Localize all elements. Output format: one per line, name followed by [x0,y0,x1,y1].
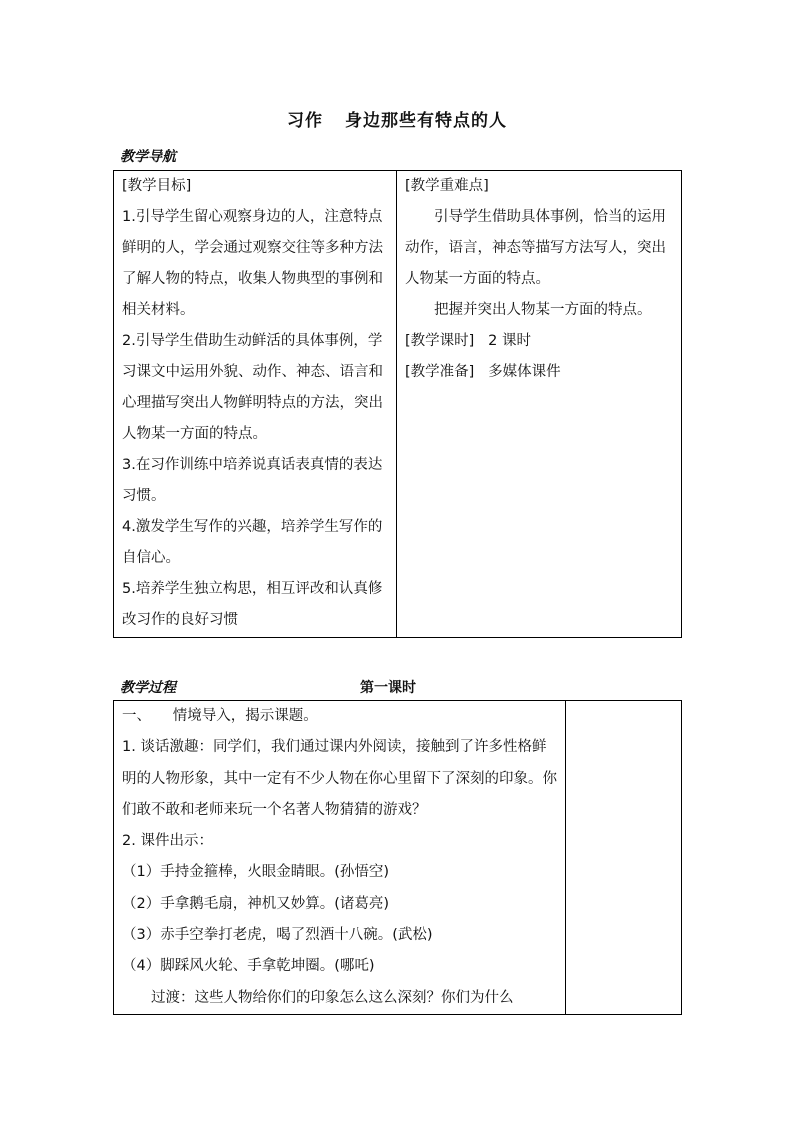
objective-item: 2.引导学生借助生动鲜活的具体事例，学习课文中运用外貌、动作、神态、语言和心理描写突出人物鲜明特点的方法，突出人物某一方面的特点。 [122,333,383,442]
teaching-nav-table [113,170,682,638]
key-points-focus: 把握并突出人物某一方面的特点。 [434,302,652,318]
nav-label: 教学导航 [120,149,176,165]
objective-item: 5.培养学生独立构思，相互评改和认真修改习作的良好习惯 [122,581,383,628]
title-part-1: 习作 [287,111,323,131]
transition-text: 过渡：这些人物给你们的印象怎么这么深刻？你们为什么 [151,989,514,1006]
objective-item: 1.引导学生留心观察身边的人，注意特点鲜明的人，学会通过观察交往等多种方法了解人物的特点，收集人物典型的事例和相关材料。 [122,209,383,318]
preparation-value: 多媒体课件 [488,364,561,380]
objective-item: 3.在习作训练中培养说真话表真情的表达习惯。 [122,457,383,504]
process-label: 教学过程 [120,680,176,696]
riddle-item: （4）脚踩风火轮、手拿乾坤圈。(哪吒) [122,958,375,975]
class-hours [405,326,673,357]
riddle-item: （1）手持金箍棒，火眼金睛眼。(孙悟空) [122,864,390,881]
title-part-2: 身边那些有特点的人 [345,111,507,131]
riddle-item: （2）手拿鹅毛扇，神机又妙算。(诸葛亮) [122,895,390,912]
teaching-process-table [113,700,682,1015]
class-hours-label: [教学课时] [405,333,475,349]
page-title [0,106,794,131]
objectives-cell [114,171,397,638]
objective-item: 4.激发学生写作的兴趣，培养学生写作的自信心。 [122,519,383,566]
objectives-header: [教学目标] [122,178,192,194]
process-item: 2. 课件出示： [122,833,213,850]
process-content-cell [114,701,566,1015]
preparation [405,357,673,388]
key-points-header: [教学重难点] [405,178,489,194]
preparation-label: [教学准备] [405,364,475,380]
lesson-label: 第一课时 [360,680,416,696]
riddle-item: （3）赤手空拳打老虎，喝了烈酒十八碗。(武松) [122,927,433,944]
process-notes-cell [566,701,682,1015]
class-hours-value: 2 课时 [488,333,531,349]
key-points-text: 引导学生借助具体事例，恰当的运用动作，语言，神态等描写方法写人，突出人物某一方面的特点。 [405,209,666,287]
key-points-cell [397,171,682,638]
process-step-heading: 一、 情境导入，揭示课题。 [122,708,318,724]
process-item: 1. 谈话激趣：同学们，我们通过课内外阅读，接触到了许多性格鲜明的人物形象，其中一定有不少人物在你心里留下了深刻的印象。你们敢不敢和老师来玩一个名著人物猜猜的游戏？ [122,739,557,818]
